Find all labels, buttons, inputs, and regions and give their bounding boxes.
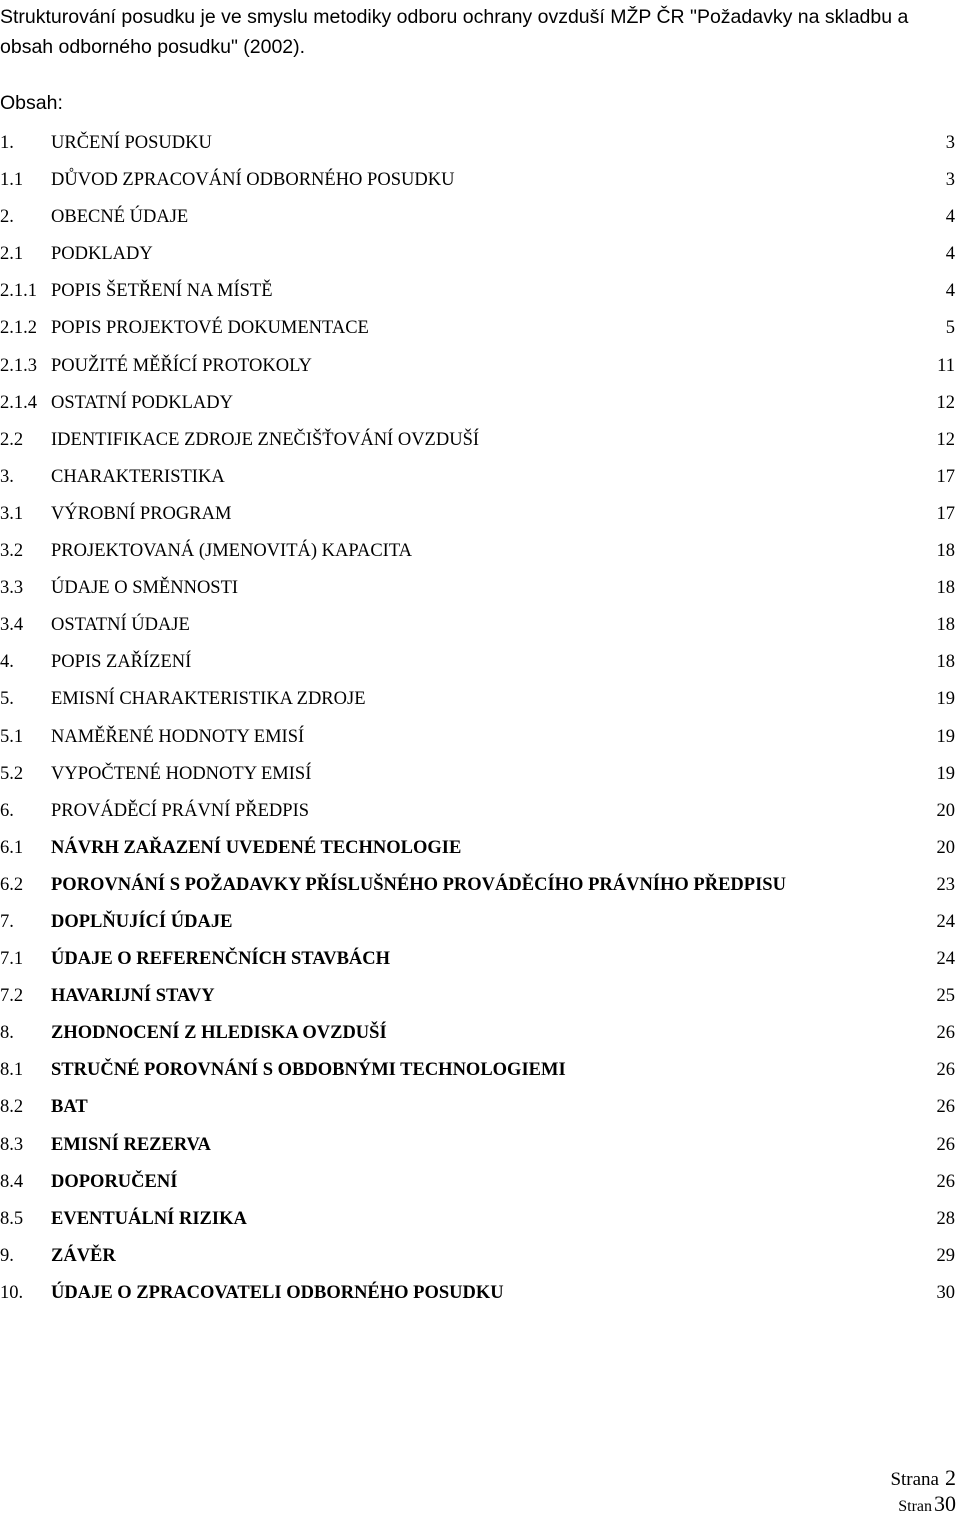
- intro-paragraph: Strukturování posudku je ve smyslu metodiky odboru ochrany ovzduší MŽP ČR "Požadavky na skladbu a obsah odborného posudku" (2002).: [0, 6, 909, 58]
- table-of-contents: [0, 128, 958, 1315]
- toc-page: 12: [936, 392, 955, 413]
- toc-number: 7.2: [0, 986, 24, 1007]
- toc-title: OBECNÉ ÚDAJE: [51, 207, 189, 228]
- toc-title: NAMĚŘENÉ HODNOTY EMISÍ: [51, 726, 305, 747]
- toc-title: DOPORUČENÍ: [51, 1171, 178, 1192]
- toc-title: BAT: [51, 1097, 88, 1118]
- toc-page: 24: [936, 911, 955, 932]
- toc-number: 3.1: [0, 503, 24, 524]
- toc-page: 26: [936, 1060, 955, 1081]
- toc-number: 1.: [0, 133, 14, 153]
- toc-number: 2.1.1: [0, 281, 37, 302]
- toc-row[interactable]: [0, 276, 958, 313]
- toc-number: 7.: [0, 911, 14, 932]
- toc-page: 18: [936, 652, 955, 673]
- contents-heading: Obsah:: [0, 92, 63, 114]
- toc-title: OSTATNÍ PODKLADY: [51, 392, 233, 413]
- toc-row[interactable]: [0, 313, 958, 350]
- toc-row[interactable]: [0, 759, 958, 796]
- toc-title: VYPOČTENÉ HODNOTY EMISÍ: [51, 763, 312, 784]
- toc-row[interactable]: [0, 573, 958, 610]
- toc-title: EMISNÍ REZERVA: [51, 1134, 211, 1155]
- toc-title: ÚDAJE O ZPRACOVATELI ODBORNÉHO POSUDKU: [51, 1282, 504, 1303]
- toc-title: POUŽITÉ MĚŘÍCÍ PROTOKOLY: [51, 355, 312, 376]
- toc-number: 6.2: [0, 874, 24, 895]
- toc-page: 5: [945, 318, 955, 339]
- toc-page: 18: [936, 578, 955, 599]
- toc-title: ZÁVĚR: [51, 1245, 116, 1266]
- toc-number: 4.: [0, 652, 14, 673]
- toc-row[interactable]: [0, 833, 958, 870]
- toc-page: 19: [936, 763, 955, 784]
- toc-number: 2.1: [0, 244, 24, 265]
- toc-page: 23: [936, 874, 955, 895]
- toc-page: 26: [936, 1134, 955, 1155]
- toc-page: 26: [936, 1097, 955, 1118]
- toc-row[interactable]: [0, 128, 958, 165]
- toc-row[interactable]: [0, 1055, 958, 1092]
- toc-number: 2.1.4: [0, 392, 37, 413]
- toc-page: 19: [936, 726, 955, 747]
- toc-title: POPIS ZAŘÍZENÍ: [51, 652, 192, 673]
- toc-title: ÚDAJE O SMĚNNOSTI: [51, 578, 239, 599]
- toc-page: 26: [936, 1171, 955, 1192]
- toc-page: 18: [936, 615, 955, 636]
- toc-row[interactable]: [0, 944, 958, 981]
- toc-number: 5.2: [0, 763, 24, 784]
- toc-number: 2.1.3: [0, 355, 37, 376]
- toc-row[interactable]: [0, 351, 958, 388]
- toc-row[interactable]: [0, 1130, 958, 1167]
- toc-row[interactable]: [0, 981, 958, 1018]
- page-label: Strana: [890, 1469, 939, 1490]
- page-count-value: 30: [934, 1491, 956, 1516]
- toc-number: 8.2: [0, 1097, 24, 1118]
- toc-page: 3: [945, 170, 955, 191]
- toc-page: 12: [936, 429, 955, 450]
- toc-page: 26: [936, 1023, 955, 1044]
- toc-row[interactable]: [0, 388, 958, 425]
- toc-number: 8.1: [0, 1060, 24, 1081]
- toc-number: 3.2: [0, 541, 24, 562]
- toc-number: 5.: [0, 689, 14, 710]
- toc-page: 17: [936, 503, 955, 524]
- toc-row[interactable]: [0, 870, 958, 907]
- toc-number: 5.1: [0, 726, 24, 747]
- toc-page: 17: [936, 466, 955, 487]
- page-value: 2: [945, 1465, 956, 1490]
- toc-page: 4: [945, 207, 955, 228]
- toc-row[interactable]: [0, 722, 958, 759]
- toc-number: 8.4: [0, 1171, 24, 1192]
- toc-title: VÝROBNÍ PROGRAM: [51, 503, 232, 524]
- page-number: [890, 1466, 956, 1492]
- toc-row[interactable]: [0, 647, 958, 684]
- toc-page: 11: [937, 355, 955, 376]
- toc-page: 29: [936, 1245, 955, 1266]
- toc-number: 8.3: [0, 1134, 24, 1155]
- toc-number: 7.1: [0, 949, 24, 970]
- toc-row[interactable]: [0, 684, 958, 721]
- toc-row[interactable]: [0, 1167, 958, 1204]
- toc-page: 25: [936, 986, 955, 1007]
- toc-number: 10.: [0, 1282, 24, 1303]
- toc-number: 3.4: [0, 615, 24, 636]
- toc-row[interactable]: [0, 796, 958, 833]
- toc-row[interactable]: [0, 1241, 958, 1278]
- toc-number: 6.1: [0, 837, 24, 858]
- toc-row[interactable]: [0, 907, 958, 944]
- toc-title: EMISNÍ CHARAKTERISTIKA ZDROJE: [51, 689, 366, 710]
- toc-number: 2.: [0, 207, 14, 228]
- toc-row[interactable]: [0, 165, 958, 202]
- toc-title: ÚDAJE O REFERENČNÍCH STAVBÁCH: [51, 949, 391, 970]
- toc-number: 1.1: [0, 170, 24, 191]
- toc-number: 8.: [0, 1023, 14, 1044]
- toc-number: 2.2: [0, 429, 24, 450]
- toc-number: 3.: [0, 466, 14, 487]
- toc-number: 3.3: [0, 578, 24, 599]
- toc-number: 9.: [0, 1245, 14, 1266]
- toc-row[interactable]: [0, 1018, 958, 1055]
- page-footer: [890, 1466, 956, 1519]
- toc-number: 8.5: [0, 1208, 24, 1229]
- toc-title: NÁVRH ZAŘAZENÍ UVEDENÉ TECHNOLOGIE: [51, 837, 462, 858]
- toc-page: 24: [936, 949, 955, 970]
- page-count-label: Stran: [898, 1498, 932, 1515]
- toc-row[interactable]: [0, 536, 958, 573]
- toc-row[interactable]: [0, 425, 958, 462]
- toc-page: 20: [936, 800, 955, 821]
- toc-row[interactable]: [0, 239, 958, 276]
- toc-row[interactable]: [0, 1204, 958, 1241]
- toc-title: HAVARIJNÍ STAVY: [51, 986, 215, 1007]
- toc-title: POPIS PROJEKTOVÉ DOKUMENTACE: [51, 318, 369, 339]
- toc-title: PROVÁDĚCÍ PRÁVNÍ PŘEDPIS: [51, 800, 310, 821]
- toc-title: POPIS ŠETŘENÍ NA MÍSTĚ: [51, 281, 273, 302]
- toc-title: ZHODNOCENÍ Z HLEDISKA OVZDUŠÍ: [51, 1023, 387, 1044]
- toc-title: PODKLADY: [51, 244, 153, 265]
- toc-title: OSTATNÍ ÚDAJE: [51, 615, 190, 636]
- toc-row[interactable]: [0, 1092, 958, 1129]
- toc-title: DŮVOD ZPRACOVÁNÍ ODBORNÉHO POSUDKU: [51, 170, 455, 191]
- toc-number: 6.: [0, 800, 14, 821]
- toc-title: PROJEKTOVANÁ (JMENOVITÁ) KAPACITA: [51, 541, 413, 562]
- toc-page: 4: [945, 244, 955, 265]
- toc-page: 18: [936, 541, 955, 562]
- toc-row[interactable]: [0, 499, 958, 536]
- toc-page: 4: [945, 281, 955, 302]
- toc-number: 2.1.2: [0, 318, 37, 339]
- toc-row[interactable]: [0, 202, 958, 239]
- toc-title: CHARAKTERISTIKA: [51, 466, 225, 487]
- toc-row[interactable]: [0, 1278, 958, 1315]
- toc-title: IDENTIFIKACE ZDROJE ZNEČIŠŤOVÁNÍ OVZDUŠÍ: [51, 429, 480, 450]
- toc-row[interactable]: [0, 462, 958, 499]
- toc-page: 20: [936, 837, 955, 858]
- toc-title: POROVNÁNÍ S POŽADAVKY PŘÍSLUŠNÉHO PROVÁDĚCÍHO PRÁVNÍHO PŘEDPISU: [51, 874, 786, 895]
- toc-page: 30: [936, 1282, 955, 1303]
- toc-title: STRUČNÉ POROVNÁNÍ S OBDOBNÝMI TECHNOLOGIEMI: [51, 1060, 566, 1081]
- toc-page: 28: [936, 1208, 955, 1229]
- toc-title: DOPLŇUJÍCÍ ÚDAJE: [51, 911, 233, 932]
- toc-row[interactable]: [0, 610, 958, 647]
- toc-page: 19: [936, 689, 955, 710]
- toc-page: 3: [945, 133, 955, 153]
- toc-title: EVENTUÁLNÍ RIZIKA: [51, 1208, 247, 1229]
- toc-title: URČENÍ POSUDKU: [51, 133, 212, 153]
